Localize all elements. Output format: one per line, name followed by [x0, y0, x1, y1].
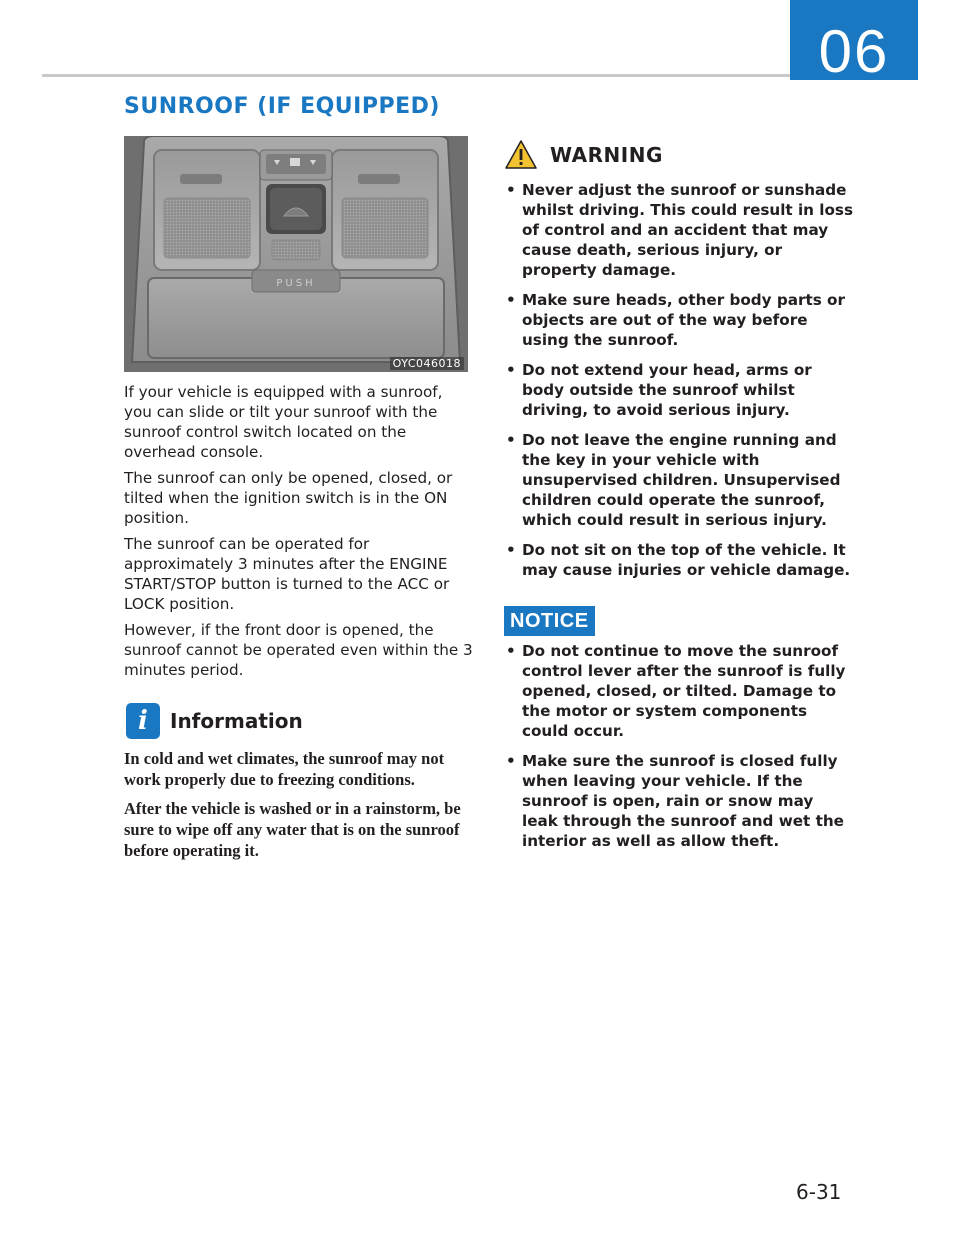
body-paragraph: The sunroof can be operated for approximately 3 minutes after the ENGINE START/STOP button is turned to the ACC or LOCK position.	[124, 535, 450, 613]
information-heading	[126, 703, 303, 739]
notice-badge: NOTICE	[504, 606, 595, 636]
warning-item: • Do not leave the engine running and the key in your vehicle with unsupervised children. Unsupervised children could operate the sunroof, which could result in serious injury.	[504, 430, 854, 530]
body-text	[124, 382, 474, 686]
info-icon: i	[126, 703, 160, 739]
body-paragraph: If your vehicle is equipped with a sunroof, you can slide or tilt your sunroof with the sunroof control switch located on the overhead console.	[124, 383, 443, 461]
page-number: 6-31	[796, 1180, 842, 1204]
section-title: SUNROOF (IF EQUIPPED)	[124, 94, 440, 119]
notice-item: • Make sure the sunroof is closed fully when leaving your vehicle. If the sunroof is open, rain or snow may leak through the sunroof and wet the interior as well as allow theft.	[504, 751, 854, 851]
information-label: Information	[170, 709, 303, 733]
push-label: PUSH	[276, 278, 316, 289]
warning-list	[504, 180, 854, 590]
information-body	[124, 748, 474, 869]
warning-triangle-icon	[504, 138, 538, 172]
chapter-tab: 06	[790, 0, 918, 80]
header-rule	[42, 74, 790, 77]
notice-list	[504, 641, 854, 861]
warning-label: WARNING	[550, 143, 663, 167]
body-paragraph: However, if the front door is opened, the sunroof cannot be operated even within the 3 minutes period.	[124, 621, 473, 679]
information-paragraph: After the vehicle is washed or in a rainstorm, be sure to wipe off any water that is on the sunroof before operating it.	[124, 799, 461, 860]
overhead-console-illustration	[124, 136, 468, 372]
warning-item: • Do not extend your head, arms or body outside the sunroof whilst driving, to avoid serious injury.	[504, 360, 854, 420]
figure-code: OYC046018	[390, 357, 464, 370]
warning-item: • Never adjust the sunroof or sunshade whilst driving. This could result in loss of control and an accident that may cause death, serious injury, or property damage.	[504, 180, 854, 280]
information-paragraph: In cold and wet climates, the sunroof may not work properly due to freezing conditions.	[124, 749, 445, 789]
warning-item: • Do not sit on the top of the vehicle. It may cause injuries or vehicle damage.	[504, 540, 854, 580]
body-paragraph: The sunroof can only be opened, closed, or tilted when the ignition switch is in the ON position.	[124, 469, 453, 527]
notice-item: • Do not continue to move the sunroof control lever after the sunroof is fully opened, closed, or tilted. Damage to the motor or system components could occur.	[504, 641, 854, 741]
warning-heading	[504, 138, 663, 172]
overhead-console-photo	[124, 136, 468, 372]
warning-item: • Make sure heads, other body parts or objects are out of the way before using the sunroof.	[504, 290, 854, 350]
